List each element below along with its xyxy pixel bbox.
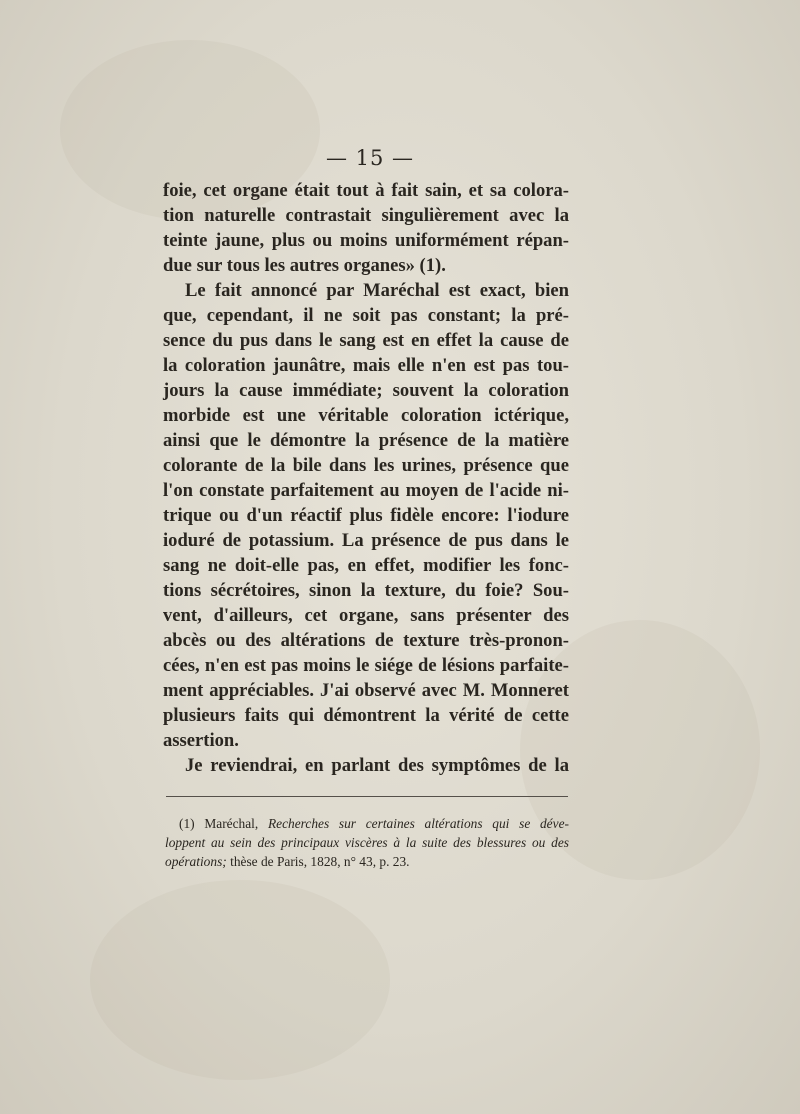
text-line: colorante de la bile dans les urines, présence que (163, 455, 569, 476)
footnote-author: Maréchal, (204, 816, 259, 831)
text-line: ainsi que le démontre la présence de la matière (163, 430, 569, 451)
text-line: abcès ou des altérations de texture très-pronon- (163, 630, 569, 651)
text-line: morbide est une véritable coloration ictérique, (163, 405, 569, 426)
text-line: sence du pus dans le sang est en effet la cause de (163, 330, 569, 351)
text-line: ioduré de potassium. La présence de pus dans le (163, 530, 569, 551)
text-line: cées, n'en est pas moins le siége de lésions parfaite- (163, 655, 569, 676)
footnote-title: Recherches sur certaines altérations qui se déve- (267, 816, 569, 831)
footnote-line (165, 814, 569, 833)
text-line: vent, d'ailleurs, cet organe, sans présenter des (163, 605, 569, 626)
footnote-title: opérations; (165, 854, 227, 869)
text-line: due sur tous les autres organes» (1). (163, 255, 446, 276)
body-text (163, 178, 569, 778)
footnote-marker: (1) (179, 816, 195, 831)
text-line: Je reviendrai, en parlant des symptômes de la (185, 755, 569, 776)
text-line: trique ou d'un réactif plus fidèle encore: l'iodure (163, 505, 569, 526)
page-number: — 15 — (325, 146, 415, 170)
text-line: tion naturelle contrastait singulièrement avec la (163, 205, 569, 226)
footnote-citation: thèse de Paris, 1828, n° 43, p. 23. (230, 854, 410, 869)
footnote-divider (166, 796, 568, 797)
footnote-line (165, 833, 569, 852)
text-line: l'on constate parfaitement au moyen de l'acide ni- (163, 480, 569, 501)
footnote-title: loppent au sein des principaux viscères à la suite des blessures ou des (165, 835, 569, 850)
text-line: jours la cause immédiate; souvent la coloration (163, 380, 569, 401)
text-line: tions sécrétoires, sinon la texture, du foie? Sou- (163, 580, 569, 601)
text-line: que, cependant, il ne soit pas constant; la pré- (163, 305, 569, 326)
text-line: foie, cet organe était tout à fait sain, et sa colora- (163, 180, 569, 201)
text-line: teinte jaune, plus ou moins uniformément répan- (163, 230, 569, 251)
paper-stain (90, 880, 390, 1080)
text-line: Le fait annoncé par Maréchal est exact, bien (185, 280, 569, 301)
text-line: plusieurs faits qui démontrent la vérité de cette (163, 705, 569, 726)
text-line: ment appréciables. J'ai observé avec M. Monneret (163, 680, 569, 701)
footnote-line (165, 852, 569, 871)
text-line: sang ne doit-elle pas, en effet, modifier les fonc- (163, 555, 569, 576)
text-line: assertion. (163, 730, 239, 751)
text-line: la coloration jaunâtre, mais elle n'en est pas tou- (163, 355, 569, 376)
footnote (165, 814, 569, 871)
